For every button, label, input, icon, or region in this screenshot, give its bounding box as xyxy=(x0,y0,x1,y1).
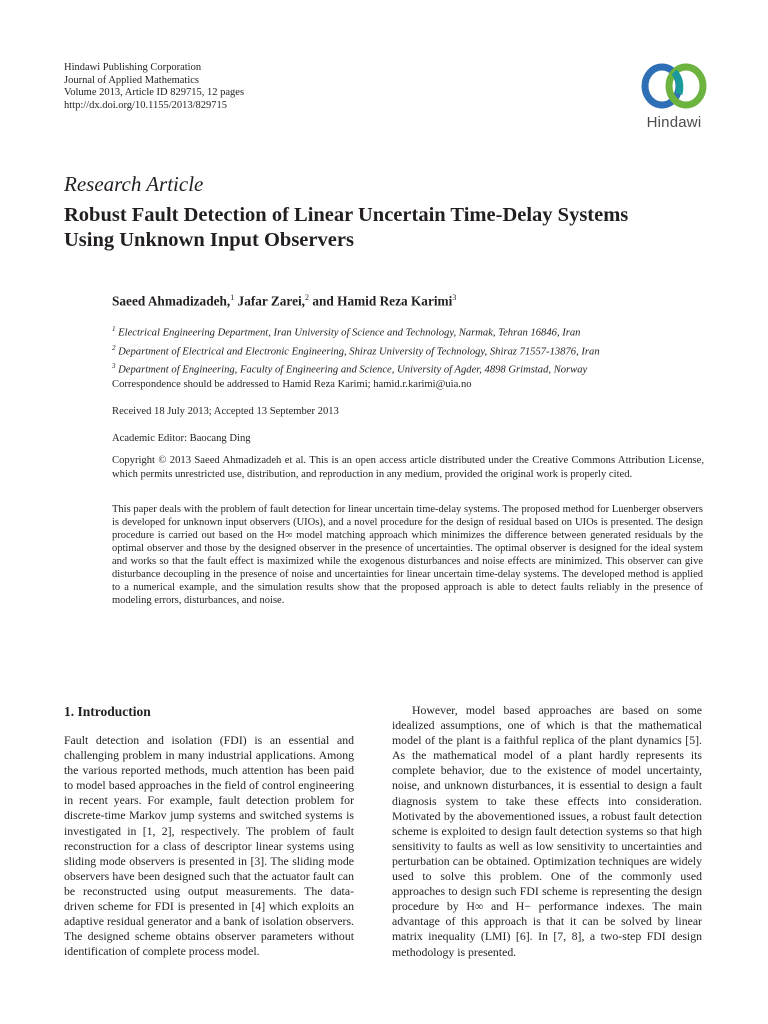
intro-left-column: Fault detection and isolation (FDI) is an essential and challenging problem in many industrial applications. Among the various reported methods, much attention has been paid to model based approaches in the field of control engineering in recent years. For example, fault detection problem for discrete-time Markov jump systems and switched systems is investigated in [1, 2], respectively. The problem of fault reconstruction for a class of descriptor linear systems using sliding mode observers is presented in [3]. The sliding mode observers have been designed such that the actuator fault can be reconstructed using output measurements. The data-driven scheme for FDI is presented in [4] which exploits an adaptive residual generator and a bank of isolation observers. The designed scheme obtains observer parameters without identification of complete process model. xyxy=(64,733,354,959)
abstract: This paper deals with the problem of fault detection for linear uncertain time-delay systems. The proposed method for Luenberger observers is developed for unknown input observers (UIOs), and a novel procedure for the design of residual based on UIOs is presented. The design procedure is carried out based on the H∞ model matching approach which minimizes the difference between generated residuals by the optimal observer and those by the designed observer in the presence of uncertainties. The optimal observer is designed for the ideal system and works so that the fault effect is maximized while the exogenous disturbances and noise effects are minimized. This observer can give disturbance decoupling in the presence of noise and uncertainties for linear uncertain time-delay systems. The developed method is applied to a numerical example, and the simulation results show that the proposed approach is able to detect faults reliably in the presence of modeling errors, disturbances, and noise. xyxy=(112,504,703,606)
affiliations xyxy=(112,322,712,378)
article-type: Research Article xyxy=(64,172,204,196)
affiliation-1-sup: 1 xyxy=(112,325,116,333)
copyright-notice: Copyright © 2013 Saeed Ahmadizadeh et al. This is an open access article distributed under the Creative Commons Attribution License, which permits unrestricted use, distribution, and reproduction in any medium, provided the original work is properly cited. xyxy=(112,455,704,480)
article-title xyxy=(64,203,724,253)
section-heading: 1. Introduction xyxy=(64,704,151,719)
received-dates: Received 18 July 2013; Accepted 13 September 2013 xyxy=(112,406,339,417)
correspondence: Correspondence should be addressed to Hamid Reza Karimi; hamid.r.karimi@uia.no xyxy=(112,379,472,390)
affiliation-2 xyxy=(112,341,712,360)
journal-name: Journal of Applied Mathematics xyxy=(64,74,200,86)
logo-wordmark: Hindawi xyxy=(646,114,702,131)
affiliation-1-text: Electrical Engineering Department, Iran University of Science and Technology, Narmak, Tehran 16846, Iran xyxy=(115,327,581,339)
intro-right-column: However, model based approaches are based on some idealized assumptions, one of which is that the mathematical model of the plant is a faithful replica of the plant dynamics [5]. As the mathematical model of a plant hardly represents its complete behavior, due to the existence of model uncertainty, noise, and unknown disturbances, it is essential to design a fault diagnosis system to take these effects into consideration. Motivated by the abovementioned issues, a robust fault detection scheme is exploited to design fault detection systems so that high sensitivity to faults as well as low sensitivity to uncertainties and perturbation can be obtained. Optimization techniques are widely used to solve this problem. One of the commonly used approaches to design such FDI scheme is representing the design procedure by H∞ and H− performance indexes. The main advantage of this approach is that it can be solved by linear matrix inequality (LMI) [6]. In [7, 8], a two-step FDI design methodology is presented. xyxy=(392,703,702,959)
affiliation-3-sup: 3 xyxy=(112,362,116,371)
author-1-affil: 1 xyxy=(230,293,235,302)
author-1: Saeed Ahmadizadeh, xyxy=(112,293,231,309)
volume-info: Volume 2013, Article ID 829715, 12 pages xyxy=(64,87,245,98)
author-list xyxy=(112,293,456,309)
hindawi-logo xyxy=(624,58,724,138)
affiliation-1 xyxy=(112,322,712,341)
author-2: Jafar Zarei, xyxy=(234,293,306,309)
hindawi-rings-icon xyxy=(624,58,724,114)
journal-header xyxy=(64,62,244,112)
academic-editor: Academic Editor: Baocang Ding xyxy=(112,433,251,444)
doi-link[interactable]: http://dx.doi.org/10.1155/2013/829715 xyxy=(64,99,228,111)
title-line-2: Using Unknown Input Observers xyxy=(64,229,354,251)
author-3: and Hamid Reza Karimi xyxy=(309,293,453,309)
affiliation-3-text: Department of Engineering, Faculty of Engineering and Science, University of Agder, 4898 Grimstad, Norway xyxy=(115,364,588,376)
author-3-affil: 3 xyxy=(452,293,457,302)
title-line-1: Robust Fault Detection of Linear Uncertain Time-Delay Systems xyxy=(64,204,629,226)
author-2-affil: 2 xyxy=(305,293,310,302)
affiliation-3 xyxy=(112,359,712,378)
affiliation-2-sup: 2 xyxy=(112,343,116,352)
publisher-name: Hindawi Publishing Corporation xyxy=(64,62,202,73)
affiliation-2-text: Department of Electrical and Electronic Engineering, Shiraz University of Technology, Shiraz 71557-13876, Iran xyxy=(115,346,600,358)
